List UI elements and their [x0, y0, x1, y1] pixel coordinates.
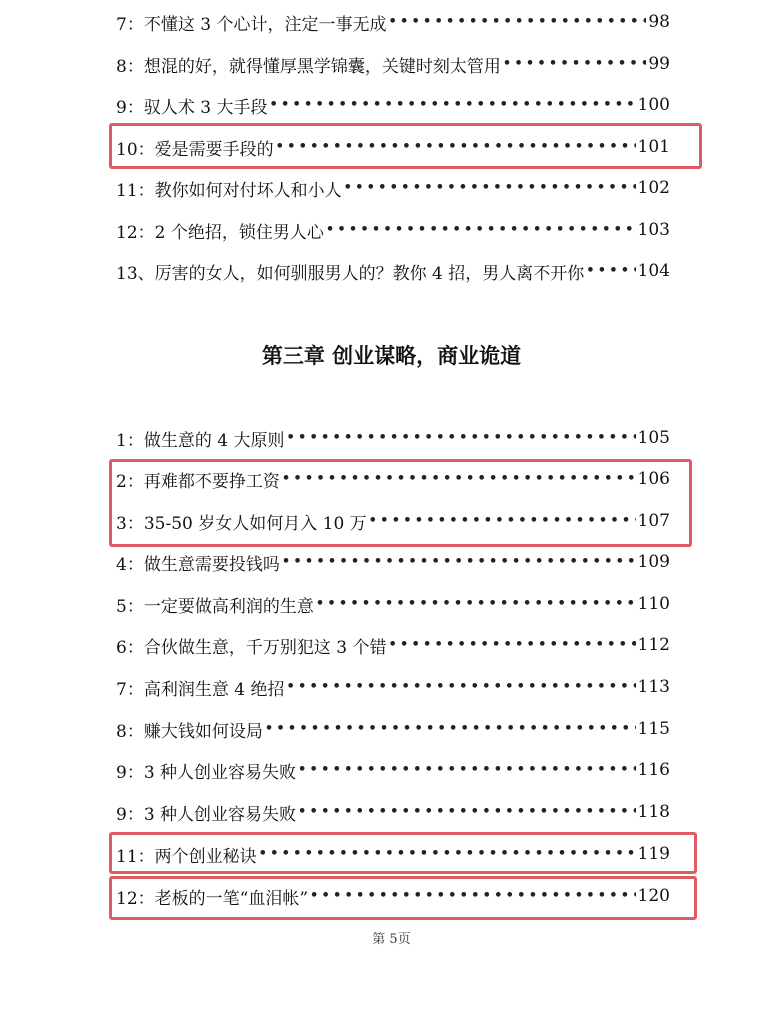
page-number: 第 5页 [372, 932, 411, 947]
toc-entry-title: 11：两个创业秘诀 [116, 846, 257, 867]
toc-leader-dots [503, 51, 647, 77]
toc-entry[interactable] [116, 674, 670, 700]
toc-entry-page: 113 [637, 677, 670, 697]
toc-entry-title: 12：2 个绝招，锁住男人心 [116, 222, 324, 243]
toc-entry-page: 107 [637, 511, 670, 531]
toc-entry-title: 9：3 种人创业容易失败 [116, 804, 297, 825]
toc-entry-title: 5：一定要做高利润的生意 [116, 596, 314, 617]
toc-entry[interactable] [116, 799, 670, 825]
toc-entry-page: 100 [637, 95, 670, 115]
highlight-box [109, 832, 697, 874]
toc-entry-title: 10：爱是需要手段的 [116, 139, 274, 160]
toc-entry-page: 101 [637, 137, 670, 157]
highlight-box [109, 876, 697, 920]
toc-entry[interactable] [116, 9, 670, 35]
toc-entry-title: 1：做生意的 4 大原则 [116, 430, 285, 451]
toc-entry-page: 109 [637, 552, 670, 572]
toc-entry-page: 102 [637, 178, 670, 198]
toc-entry-title: 9：驭人术 3 大手段 [116, 97, 268, 118]
toc-entry-title: 9：3 种人创业容易失败 [116, 762, 297, 783]
toc-entry-title: 11：教你如何对付坏人和小人 [116, 180, 342, 201]
toc-entry[interactable] [116, 716, 670, 742]
toc-leader-dots [265, 716, 636, 742]
toc-entry-title: 7：高利润生意 4 绝招 [116, 679, 285, 700]
toc-entry-page: 110 [637, 594, 670, 614]
toc-leader-dots [586, 258, 635, 284]
toc-entry[interactable] [116, 175, 670, 201]
toc-entry[interactable] [116, 632, 670, 658]
toc-leader-dots [344, 175, 636, 201]
toc-entry-page: 120 [637, 886, 670, 906]
toc-entry-page: 98 [648, 12, 670, 32]
toc-entry-page: 116 [637, 760, 670, 780]
highlight-box [109, 459, 692, 547]
toc-entry-title: 6：合伙做生意，千万别犯这 3 个错 [116, 637, 387, 658]
toc-entry-title: 13、厉害的女人，如何驯服男人的？教你 4 招，男人离不开你 [116, 263, 585, 284]
toc-entry-page: 103 [637, 220, 670, 240]
toc-leader-dots [388, 632, 635, 658]
highlight-box [109, 123, 702, 169]
toc-leader-dots [388, 9, 646, 35]
toc-leader-dots [298, 799, 636, 825]
toc-entry[interactable] [116, 549, 670, 575]
toc-leader-dots [326, 217, 636, 243]
toc-entry-title: 4：做生意需要投钱吗 [116, 554, 280, 575]
toc-entry-title: 12：老板的一笔“血泪帐” [116, 888, 309, 909]
toc-entry-title: 8：赚大钱如何设局 [116, 721, 263, 742]
toc-entry-title: 7：不懂这 3 个心计，注定一事无成 [116, 14, 387, 35]
toc-entry-page: 118 [637, 802, 670, 822]
toc-entry[interactable] [116, 217, 670, 243]
toc-entry[interactable] [116, 92, 670, 118]
toc-leader-dots [298, 757, 636, 783]
toc-entry[interactable] [116, 51, 670, 77]
toc-entry-page: 115 [637, 719, 670, 739]
toc-leader-dots [286, 425, 635, 451]
toc-entry[interactable] [116, 258, 670, 284]
chapter-title: 第三章 创业谋略，商业诡道 [261, 344, 522, 368]
toc-entry[interactable] [116, 757, 670, 783]
toc-entry-page: 106 [637, 469, 670, 489]
toc-leader-dots [269, 92, 635, 118]
toc-entry-page: 99 [648, 54, 670, 74]
toc-entry[interactable] [116, 425, 670, 451]
toc-entry-page: 104 [637, 261, 670, 281]
toc-leader-dots [282, 549, 636, 575]
toc-entry-page: 112 [637, 635, 670, 655]
toc-entry-page: 105 [637, 428, 670, 448]
toc-entry-page: 119 [637, 844, 670, 864]
toc-entry-title: 2：再难都不要挣工资 [116, 471, 280, 492]
toc-leader-dots [286, 674, 635, 700]
toc-entry-title: 3：35-50 岁女人如何月入 10 万 [116, 513, 367, 534]
toc-entry-title: 8：想混的好，就得懂厚黑学锦囊，关键时刻太管用 [116, 56, 501, 77]
toc-leader-dots [316, 591, 636, 617]
toc-entry[interactable] [116, 591, 670, 617]
